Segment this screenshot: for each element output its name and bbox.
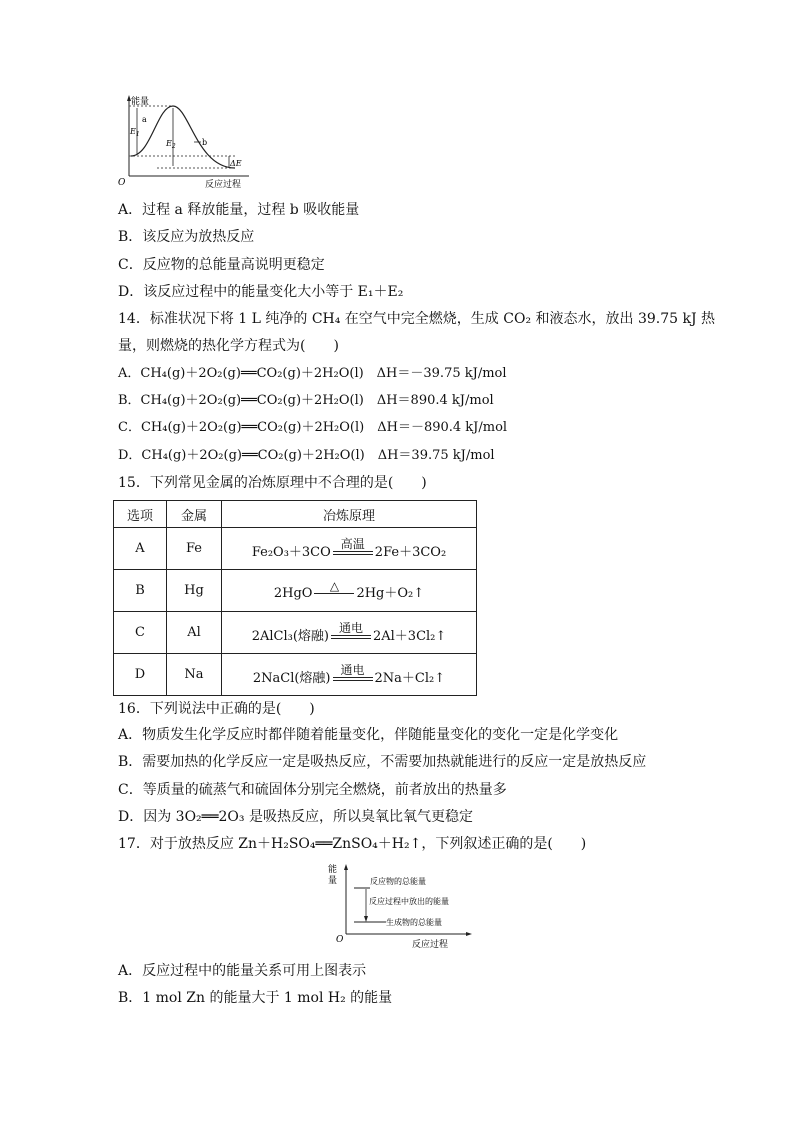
q14-option-d: D．CH₄(g)＋2O₂(g)══CO₂(g)＋2H₂O(l) ΔH＝39.75 kJ/mol [118, 448, 495, 463]
q13-option-d: D．该反应过程中的能量变化大小等于 E₁＋E₂ [118, 284, 404, 300]
header-metal: 金属 [167, 501, 222, 528]
q14-option-a: A．CH₄(g)＋2O₂(g)══CO₂(g)＋2H₂O(l) ΔH＝－39.75 kJ/mol [118, 366, 507, 381]
row-equation: 2NaCl(熔融) 通电 2Na＋Cl₂↑ [222, 654, 477, 696]
y-axis-label-top: 能 [328, 865, 338, 875]
q13-option-a: A．过程 a 释放能量，过程 b 吸收能量 [118, 202, 360, 218]
reaction-condition: 高温 [340, 536, 365, 551]
q16-option-c: C．等质量的硫蒸气和硫固体分别完全燃烧，前者放出的热量多 [118, 782, 507, 798]
q16-option-d: D．因为 3O₂══2O₃ 是吸热反应，所以臭氧比氧气更稳定 [118, 809, 473, 825]
q14-option-b: B．CH₄(g)＋2O₂(g)══CO₂(g)＋2H₂O(l) ΔH＝890.4 kJ/mol [118, 393, 494, 408]
table-row [114, 654, 477, 696]
x-axis-label: 反应过程 [205, 180, 242, 190]
q13-option-b: B．该反应为放热反应 [118, 229, 255, 245]
q13-option-c: C．反应物的总能量高说明更稳定 [118, 257, 325, 273]
reaction-condition: 通电 [338, 620, 363, 635]
q16-option-a: A．物质发生化学反应时都伴随着能量变化，伴随能量变化的变化一定是化学变化 [118, 727, 619, 743]
a-label: a [142, 115, 147, 124]
header-option: 选项 [114, 501, 167, 528]
row-option: C [114, 612, 167, 654]
e2-label: $E_2$ [166, 139, 176, 150]
row-equation: Fe₂O₃＋3CO 高温 2Fe＋3CO₂ [222, 528, 477, 570]
row-metal: Fe [167, 528, 222, 570]
q17-option-b: B．1 mol Zn 的能量大于 1 mol H₂ 的能量 [118, 990, 393, 1006]
row-metal: Al [167, 612, 222, 654]
q16-stem: 16．下列说法中正确的是( ) [118, 701, 315, 717]
reaction-condition: △ [329, 579, 340, 593]
origin-label: O [118, 178, 126, 188]
row-metal: Hg [167, 570, 222, 612]
table-row [114, 570, 477, 612]
table-row [114, 612, 477, 654]
table-row [114, 528, 477, 570]
x-axis-label: 反应过程 [412, 940, 449, 950]
row-metal: Na [167, 654, 222, 696]
origin-label: O [336, 935, 344, 945]
reactant-energy-label: 反应物的总能量 [370, 877, 426, 886]
row-option: D [114, 654, 167, 696]
y-axis-label: 能量 [131, 97, 150, 107]
row-option: B [114, 570, 167, 612]
q14-option-c: C．CH₄(g)＋2O₂(g)══CO₂(g)＋2H₂O(l) ΔH＝－890.4 kJ/mol [118, 420, 508, 435]
reaction-condition: 通电 [340, 662, 365, 677]
row-equation: 2AlCl₃(熔融) 通电 2Al＋3Cl₂↑ [222, 612, 477, 654]
b-label: b [202, 138, 208, 147]
smelting-table [113, 500, 477, 696]
q16-option-b: B．需要加热的化学反应一定是吸热反应，不需要加热就能进行的反应一定是放热反应 [118, 754, 647, 770]
q14-stem-line2: 量，则燃烧的热化学方程式为( ) [118, 338, 339, 354]
table-header-row [114, 501, 477, 528]
y-axis-label-bottom: 量 [328, 876, 338, 886]
reaction-energy-figure [326, 862, 476, 952]
header-principle: 冶炼原理 [222, 501, 477, 528]
e1-label: $E_1$ [130, 127, 140, 138]
q14-stem-line1: 14．标准状况下将 1 L 纯净的 CH₄ 在空气中完全燃烧，生成 CO₂ 和液态水，放出 39.75 kJ 热 [118, 311, 716, 327]
released-energy-label: 反应过程中放出的能量 [369, 897, 449, 906]
row-equation: 2HgO △ 2Hg＋O₂↑ [222, 570, 477, 612]
q17-stem: 17．对于放热反应 Zn＋H₂SO₄══ZnSO₄＋H₂↑，下列叙述正确的是( ) [118, 836, 587, 852]
energy-profile-figure [117, 92, 257, 192]
product-energy-label: 生成物的总能量 [386, 918, 442, 927]
q15-stem: 15．下列常见金属的冶炼原理中不合理的是( ) [118, 475, 427, 491]
q17-option-a: A．反应过程中的能量关系可用上图表示 [118, 963, 367, 979]
row-option: A [114, 528, 167, 570]
delta-e-label: ΔE [230, 159, 242, 168]
